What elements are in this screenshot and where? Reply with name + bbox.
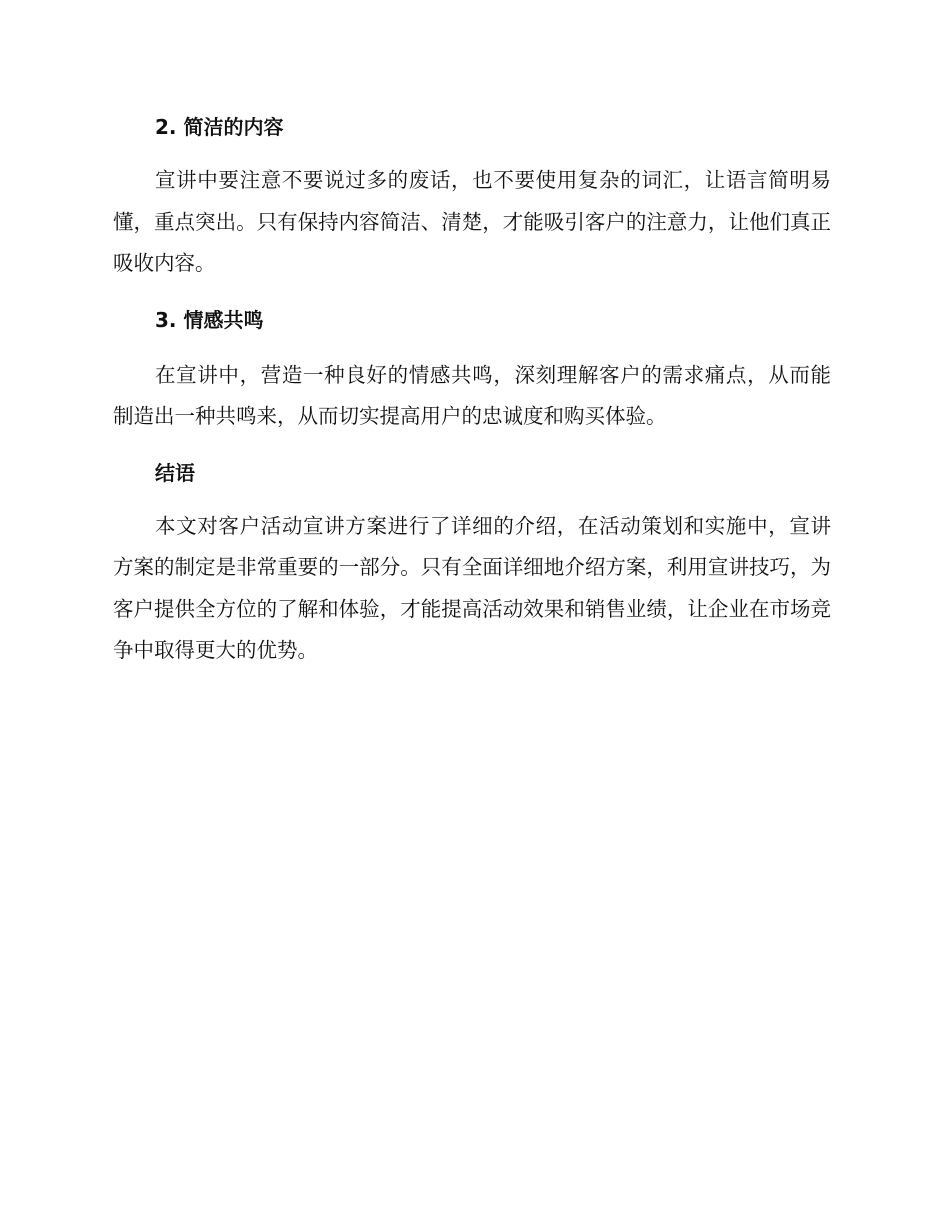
section-paragraph-concise-content: 宣讲中要注意不要说过多的废话，也不要使用复杂的词汇，让语言简明易懂，重点突出。只有保持内容简洁、清楚，才能吸引客户的注意力，让他们真正吸收内容。 <box>113 168 831 275</box>
section-heading-concise-content: 2. 简洁的内容 <box>155 115 284 139</box>
section-heading-emotional-resonance: 3. 情感共鸣 <box>155 307 264 332</box>
section-paragraph-emotional-resonance: 在宣讲中，营造一种良好的情感共鸣，深刻理解客户的需求痛点，从而能制造出一种共鸣来，从而切实提高用户的忠诚度和购买体验。 <box>113 362 831 428</box>
section-heading-conclusion: 结语 <box>155 460 195 485</box>
document-page <box>113 108 831 672</box>
section-paragraph-conclusion: 本文对客户活动宣讲方案进行了详细的介绍，在活动策划和实施中，宣讲方案的制定是非常重要的一部分。只有全面详细地介绍方案，利用宣讲技巧，为客户提供全方位的了解和体验，才能提高活动效果和销售业绩，让企业在市场竞争中取得更大的优势。 <box>113 513 831 662</box>
